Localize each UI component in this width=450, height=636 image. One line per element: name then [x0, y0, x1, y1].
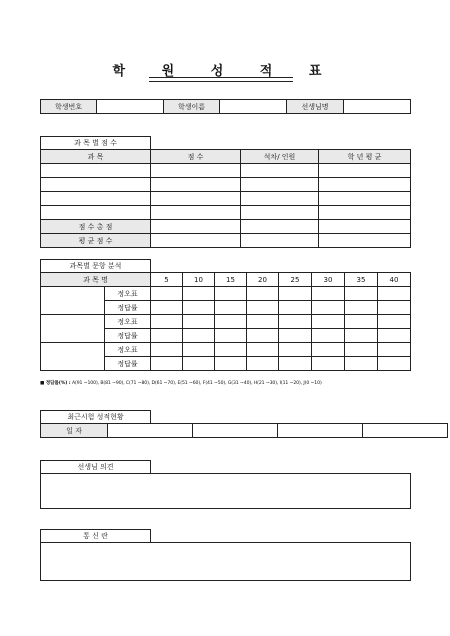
col-grade-average: 학 년 평 균 [319, 150, 411, 164]
subject-scores-caption: 과 목 별 점 수 [40, 136, 151, 149]
row-label: 정답률 [105, 301, 151, 315]
question-no: 35 [345, 273, 378, 287]
subject-name-label: 과 목 명 [41, 273, 151, 287]
student-info-table [40, 99, 411, 114]
row-label: 정오표 [105, 343, 151, 357]
row-label: 정오표 [105, 287, 151, 301]
question-no: 40 [378, 273, 411, 287]
recent-exam-table [40, 423, 448, 438]
table-row [41, 206, 411, 220]
col-subject: 과 목 [41, 150, 151, 164]
recent-exam-caption: 최근시험 성적현황 [40, 410, 151, 423]
question-no: 20 [247, 273, 279, 287]
teacher-opinion-box[interactable] [40, 473, 411, 509]
row-label: 정오표 [105, 315, 151, 329]
row-label: 정답률 [105, 357, 151, 371]
question-analysis-caption: 과목별 문항 분석 [40, 259, 151, 272]
subject-name-cell[interactable] [41, 343, 105, 371]
table-row [41, 287, 411, 301]
table-row [41, 192, 411, 206]
student-no-label: 학생번호 [41, 100, 97, 114]
row-label: 정답률 [105, 329, 151, 343]
total-score-label: 점 수 총 점 [41, 220, 151, 234]
answer-rate-note [40, 380, 322, 386]
communication-box[interactable] [40, 542, 411, 581]
question-no: 5 [151, 273, 183, 287]
note-prefix: ■ 정답률(%) : [40, 381, 72, 386]
teacher-name-field[interactable] [344, 100, 411, 114]
table-row [41, 178, 411, 192]
student-name-label: 학생이름 [164, 100, 220, 114]
subject-name-cell[interactable] [41, 315, 105, 343]
question-analysis-table [40, 272, 411, 371]
table-row [41, 315, 411, 329]
col-rank: 석차/ 인원 [241, 150, 319, 164]
question-no: 15 [215, 273, 247, 287]
col-score: 점 수 [151, 150, 241, 164]
date-label: 일 자 [41, 424, 108, 438]
table-row [41, 164, 411, 178]
student-no-field[interactable] [97, 100, 164, 114]
table-row [41, 343, 411, 357]
subject-scores-table [40, 149, 411, 248]
question-no: 10 [183, 273, 215, 287]
question-no: 25 [279, 273, 312, 287]
question-no: 30 [312, 273, 345, 287]
note-text: A(91 ~100), B(81 ~90), C(71 ~80), D(61 ~70), E(51 ~60), F(41 ~50), G(31 ~40), H(21 ~30), I(11 ~20), J(0 ~10) [72, 381, 322, 386]
title-underline [149, 77, 293, 82]
communication-caption: 통 신 란 [40, 529, 151, 542]
page-title: 학 원 성 적 표 [112, 64, 338, 79]
average-score-label: 평 균 점 수 [41, 234, 151, 248]
teacher-opinion-caption: 선생님 의견 [40, 460, 151, 473]
student-name-field[interactable] [220, 100, 287, 114]
subject-name-cell[interactable] [41, 287, 105, 315]
teacher-name-label: 선생님명 [287, 100, 344, 114]
